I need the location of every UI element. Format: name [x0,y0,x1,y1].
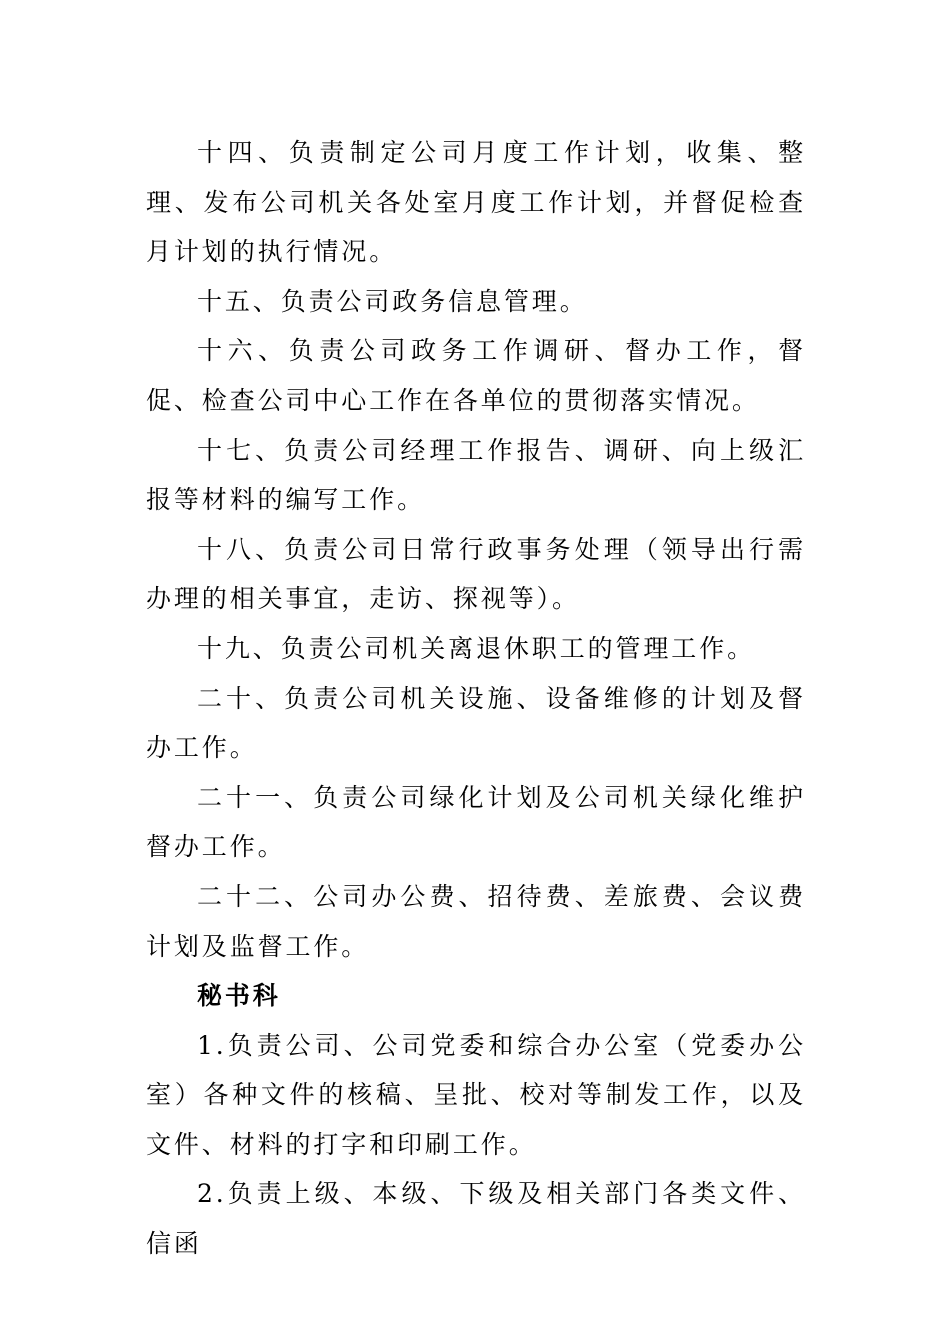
paragraph-item-14: 十四、负责制定公司月度工作计划，收集、整理、发布公司机关各处室月度工作计划，并督促检查月计划的执行情况。 [146,138,806,267]
section-heading-secretariat: 秘书科 [197,981,281,1011]
paragraph-item-15: 十五、负责公司政务信息管理。 [197,286,588,316]
paragraph-item-20: 二十、负责公司机关设施、设备维修的计划及督办工作。 [146,683,806,763]
section-item-2: 2.负责上级、本级、下级及相关部门各类文件、信函 [146,1179,806,1259]
paragraph-item-21: 二十一、负责公司绿化计划及公司机关绿化维护督办工作。 [146,782,806,862]
document-page [146,128,806,1269]
paragraph-item-19: 十九、负责公司机关离退休职工的管理工作。 [197,633,756,663]
section-item-1: 1.负责公司、公司党委和综合办公室（党委办公室）各种文件的核稿、呈批、校对等制发工作，以及文件、材料的打字和印刷工作。 [146,1030,806,1159]
paragraph-item-17: 十七、负责公司经理工作报告、调研、向上级汇报等材料的编写工作。 [146,435,806,515]
paragraph-item-18: 十八、负责公司日常行政事务处理（领导出行需办理的相关事宜，走访、探视等）。 [146,534,806,614]
paragraph-item-16: 十六、负责公司政务工作调研、督办工作，督促、检查公司中心工作在各单位的贯彻落实情况。 [146,336,806,415]
paragraph-item-22: 二十二、公司办公费、招待费、差旅费、会议费计划及监督工作。 [146,881,806,961]
